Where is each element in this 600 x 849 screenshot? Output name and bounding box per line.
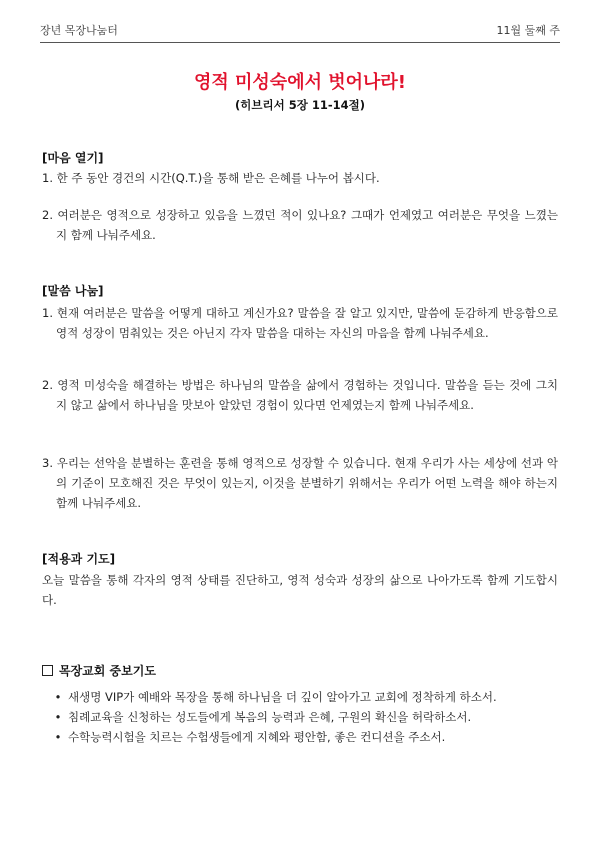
sharing-question-3: 3. 우리는 선악을 분별하는 훈련을 통해 영적으로 성장할 수 있습니다. 현재 우리가 사는 세상에 선과 악의 기준이 모호해진 것은 무엇이 있는지, 이것을 분별하기 위해서는 우리가 어떤 노력을 해야 하는지 함께 나눠주세요.	[42, 456, 558, 510]
opening-question-1: 1. 한 주 동안 경건의 시간(Q.T.)을 통해 받은 은혜를 나누어 봅시다.	[42, 171, 380, 185]
bullet-icon: •	[54, 730, 62, 744]
scripture-reference: (히브리서 5장 11-14절)	[235, 98, 365, 112]
header-divider	[40, 42, 560, 43]
sharing-question-2: 2. 영적 미성숙을 해결하는 방법은 하나님의 말씀을 삶에서 경험하는 것입니다. 말씀을 듣는 것에 그치지 않고 삶에서 하나님을 맛보아 알았던 경험이 있다면 언제였는지 함께 나눠주세요.	[42, 378, 558, 412]
bullet-icon: •	[54, 710, 62, 724]
list-item	[48, 687, 558, 707]
opening-question-2: 2. 여러분은 영적으로 성장하고 있음을 느꼈던 적이 있나요? 그때가 언제였고 여러분은 무엇을 느꼈는지 함께 나눠주세요.	[42, 208, 558, 242]
prayer-item-text: 새생명 VIP가 예배와 목장을 통해 하나님을 더 깊이 알아가고 교회에 정착하게 하소서.	[68, 690, 497, 704]
prayer-list	[48, 687, 558, 747]
opening-section-title: [마음 열기]	[42, 151, 104, 165]
page-title: 영적 미성숙에서 벗어나라!	[193, 72, 406, 93]
sharing-question-1: 1. 현재 여러분은 말씀을 어떻게 대하고 계신가요? 말씀을 잘 알고 있지만, 말씀에 둔감하게 반응함으로 영적 성장이 멈춰있는 것은 아닌지 각자 말씀을 대하는 자신의 마음을 함께 나눠주세요.	[42, 306, 558, 340]
prayer-section-title	[42, 662, 156, 679]
prayer-title-label: 목장교회 중보기도	[59, 664, 156, 678]
application-section-title: [적용과 기도]	[42, 552, 116, 566]
checkbox-icon	[42, 665, 53, 676]
list-item	[48, 707, 558, 727]
header-right-label: 11월 둘째 주	[496, 24, 560, 37]
application-text: 오늘 말씀을 통해 각자의 영적 상태를 진단하고, 영적 성숙과 성장의 삶으로 나아가도록 함께 기도합시다.	[42, 573, 558, 607]
prayer-item-text: 수학능력시험을 치르는 수험생들에게 지혜와 평안함, 좋은 컨디션을 주소서.	[68, 730, 446, 744]
page-header	[40, 22, 560, 38]
sharing-section-title: [말씀 나눔]	[42, 284, 104, 298]
header-left-label: 장년 목장나눔터	[40, 24, 118, 37]
bullet-icon: •	[54, 690, 62, 704]
prayer-item-text: 침례교육을 신청하는 성도들에게 복음의 능력과 은혜, 구원의 확신을 허락하소서.	[68, 710, 472, 724]
list-item	[48, 727, 558, 747]
